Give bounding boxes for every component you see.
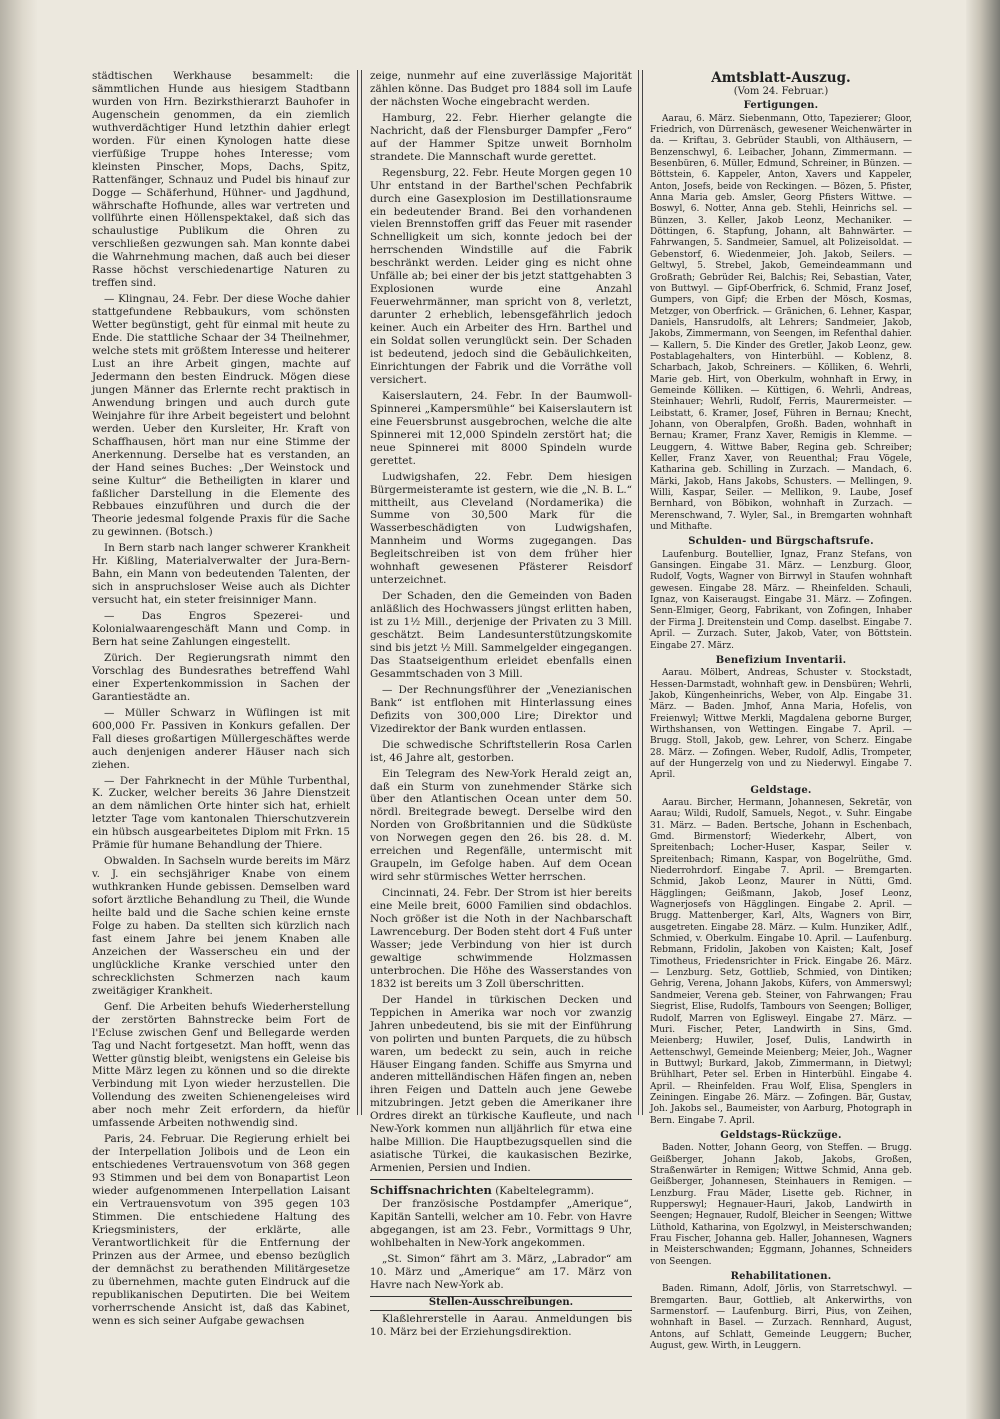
- column-2: [370, 70, 632, 1342]
- shipping-text-1: Der französische Postdampfer „Amerique“, Kapitän Santelli, welcher am 10. Febr. von Havre abgegangen, ist am 23. Febr., Vormittags 9 Uhr, wohlbehalten in New-York angekommen.: [370, 1198, 632, 1249]
- article-paris-cont: zeige, nunmehr auf eine zuverlässige Majorität zählen könne. Das Budget pro 1884 soll im Laufe der nächsten Woche eingebracht werden.: [370, 70, 632, 108]
- article-klingnau: — Klingnau, 24. Febr. Der diese Woche dahier stattgefundene Rebbaukurs, vom schönsten Wetter begünstigt, geht für einmal mit heute zu Ende. Die stattliche Schaar der 34 Theilnehmer, welche stets mit größtem Interesse und heiterer Lust an ihre Arbeit gingen, machte auf Jedermann den besten Eindruck. Mögen diese jungen Männer das Erlernte recht praktisch in Anwendung bringen und auch durch gute Weinjahre für ihre Arbeit begeistert und belohnt werden. Ueber den Kursleiter, Hr. Kraft von Schaffhausen, hört man nur eine Stimme der Anerkennung. Derselbe hat es verstanden, an der Hand seines Buches: „Der Weinstock und seine Kultur“ die Betheiligten in klarer und faßlicher Darstellung in die Elemente des Rebbaues einzuführen und durch die der Theorie jedesmal folgende Praxis für die Sache zu gewinnen. (Botsch.): [92, 293, 350, 539]
- amtsblatt-date: (Vom 24. Februar.): [733, 86, 829, 97]
- shipping-title: Schiffsnachrichten: [370, 1183, 492, 1198]
- shipping-text-2: „St. Simon“ fährt am 3. März, „Labrador“ am 10. März und „Amerique“ am 17. März von Havre nach New-York ab.: [370, 1252, 632, 1291]
- stellen-text: Klaßlehrerstelle in Aarau. Anmeldungen bis 10. März bei der Erziehungsdirektion.: [370, 1312, 632, 1338]
- amtsblatt-title: Amtsblatt-Auszug.: [711, 70, 851, 86]
- article-new-york-herald: Ein Telegram des New-York Herald zeigt an, daß ein Sturm von zunehmender Stärke sich über den Atlantischen Ocean unter dem 50. nördl. Breitegrade bewegt. Derselbe wird den Norden von Großbritannien und die Südküste von Norwegen gegen den 26. bis 28. d. M. erreichen und Regenfälle, untermischt mit Graupeln, im Gefolge haben. Auf dem Ocean wird sehr stürmisches Wetter herrschen.: [370, 767, 632, 884]
- article-bern-engros: — Das Engros Spezerei- und Kolonialwaarengeschäft Mann und Comp. in Bern hat seine Zahlungen eingestellt.: [92, 610, 350, 648]
- article-venezianische-bank: — Der Rechnungsführer der „Venezianischen Bank“ ist entflohen mit Hinterlassung eines Defizits von 300,000 Lire; Direktor und Vizedirektor der Bank wurden entlassen.: [370, 683, 632, 735]
- article-genf: Genf. Die Arbeiten behufs Wiederherstellung der zerstörten Bahnstrecke beim Fort de l'Ecluse zwischen Genf und Bellegarde werden Tag und Nacht fortgesetzt. Man hofft, wenn das Wetter günstig bleibt, wenigstens ein Geleise bis Mitte März legen zu können und so die direkte Verbindung mit Lyon wieder herzustellen. Die Vollendung des zweiten Schienengeleises wird aber noch mehr Zeit erfordern, da hiefür umfassende Arbeiten nothwendig sind.: [92, 1000, 350, 1130]
- shipping-header: [370, 1184, 632, 1198]
- section-text-schulden: Laufenburg. Boutellier, Ignaz, Franz Stefans, von Gansingen. Eingabe 31. März. — Lenzburg. Gloor, Rudolf, Vogts, Wagner von Birrwyl in Staufen wohnhaft gewesen. Eingabe 28. März. — Rheinfelden. Schauli, Ignaz, von Kaiseraugst. Eingabe 31. März. — Zofingen. Senn-Elmiger, Georg, Fabrikant, von Zofingen, Inhaber der Firma J. Dreitenstein und Comp. daselbst. Eingabe 7. April. — Zurzach. Suter, Jakob, Vater, von Böttstein. Eingabe 27. März.: [650, 549, 912, 651]
- article-baden-schaden: Der Schaden, den die Gemeinden von Baden anläßlich des Hochwassers jüngst erlitten haben, ist zu 1½ Mill., derjenige der Privaten zu 3 Mill. geschätzt. Beim Landesunterstützungskomite sind bis jetzt ½ Mill. Sammelgelder eingegangen. Das Staatseigenthum erleidet ebenfalls einen Gesammtschaden von 3 Mill.: [370, 590, 632, 680]
- article-kaiserslautern: Kaiserslautern, 24. Febr. In der Baumwoll-Spinnerei „Kampersmühle“ bei Kaiserslautern ist eine Feuersbrunst ausgebrochen, welche die alte Spinnerei mit 12,000 Spindeln zerstört hat; die neue Spinnerei mit 8000 Spindeln wurde gerettet.: [370, 389, 632, 467]
- article-ludwigshafen: Ludwigshafen, 22. Febr. Dem hiesigen Bürgermeisteramte ist gestern, wie die „N. B. L.“ mittheilt, aus Cleveland (Nordamerika) die Summe von 30,500 Mark für die Wasserbeschädigten von Ludwigshafen, Mannheim und Worms zugegangen. Das Begleitschreiben ist von dem früher hier wohnhaft gewesenen Pfästerer Reisdorf unterzeichnet.: [370, 470, 632, 587]
- section-text-rehabilitationen: Baden. Rimann, Adolf, Jörlis, von Starretschwyl. — Bremgarten. Baur, Gottlieb, alt Ankerwirths, von Sarmenstorf. — Laufenburg. Birri, Pius, von Zeihen, wohnhaft in Basel. — Zurzach. Rennhard, August, Antons, auf Schlatt, Gemeinde Leuggern; Bucher, August, gew. Wirth, in Leuggern.: [650, 1284, 912, 1352]
- section-text-geldstage: Aarau. Bircher, Hermann, Johannesen, Sekretär, von Aarau; Wildi, Rudolf, Samuels, Negot., v. Suhr. Eingabe 31. März. — Baden. Bertsche, Johann in Eschenbach, Gmd. Birmenstorf; Wiederkehr, Albert, von Spreitenbach; Locher-Huser, Kaspar, Seiler v. Spreitenbach; Rimann, Kaspar, von Bogelrüthe, Gmd. Niederrohrdorf. Eingabe 7. April. — Bremgarten. Schmid, Jakob Leonz, Maurer in Nütti, Gmd. Hägglingen; Geißmann, Jakob, Josef Leonz, Wagnerjosefs von Hägglingen. Eingabe 2. April. — Brugg. Mattenberger, Karl, Alts, Wagners von Birr, ausgetreten. Eingabe 28. März. — Kulm. Hunziker, Adlf., Schmied, v. Oberkulm. Eingabe 10. April. — Laufenburg. Rebmann, Fridolin, Jakoben von Kaisten; Kalt, Josef Timotheus, Friedensrichter in Frick. Eingabe 26. März. — Lenzburg. Setz, Gottlieb, Schmied, von Dintiken; Gehrig, Verena, Johann Jakobs, Küfers, von Ammerswyl; Sandmeier, Verena geb. Steiner, von Fahrwangen; Frau Siegrist, Elise, Rudolfs, Tambours von Seengen; Bolliger, Rudolf, Marren von Eglisweyl. Eingabe 27. März. — Muri. Fischer, Peter, Landwirth in Sins, Gmd. Meienberg; Huwiler, Josef, Dulis, Landwirth in Aettenschwyl, Gemeinde Meienberg; Meier, Joh., Wagner in Buttwyl; Burkard, Jakob, Zimmermann, in Dietwyl; Brühlhart, Peter sel. Erben in Hinterbühl. Eingabe 4. April. — Rheinfelden. Frau Wolf, Elisa, Spenglers in Zeiningen. Eingabe 26. März. — Zofingen. Bär, Gustav, Joh. Jakobs sel., Baumeister, von Aarburg, Photograph in Bern. Eingabe 7. April.: [650, 797, 912, 1126]
- column-3-amtsblatt: [650, 70, 912, 1355]
- shipping-subtitle: (Kabeltelegramm).: [495, 1185, 595, 1198]
- article-cincinnati: Cincinnati, 24. Febr. Der Strom ist hier bereits eine Meile breit, 6000 Familien sind obdachlos. Noch größer ist die Noth in der Nachbarschaft Lawrenceburg. Der Boden steht dort 4 Fuß unter Wasser; jede Verbindung von hier ist durch gewaltige schwimmende Holzmassen unterbrochen. Die Höhe des Wasserstandes von 1832 ist bereits um 3 Zoll überschritten.: [370, 887, 632, 990]
- section-text-fertigungen: Aarau, 6. März. Siebenmann, Otto, Tapezierer; Gloor, Friedrich, von Dürrenäsch, gewesener Weichenwärter in da. — Kriftau, 3. Gebrüder Staubli, von Althäusern, — Benzenschwyl, 6. Leibacher, Johann, Zimmermann. — Besenbüren, 6. Müller, Edmund, Schreiner, in Bünzen. — Böttstein, 6. Kappeler, Anton, Xavers und Kappeler, Anton, Josefs, beide von Reckingen. — Bözen, 5. Pfister, Anna Maria geb. Amsler, Georg Pfisters Wittwe. — Boswyl, 6. Notter, Anna geb. Stehli, Heinrichs sel. — Bünzen, 3. Keller, Jakob Leonz, Mechaniker. — Döttingen, 6. Stapfung, Johann, alt Bahnwärter. — Fahrwangen, 5. Sandmeier, Samuel, alt Polizeisoldat. — Gebenstorf, 6. Wiedenmeier, Joh. Jakob, Seilers. — Geltwyl, 5. Strebel, Jakob, Gemeindeammann und Großrath; Gebrüder Rei, Balchis; Rei, Sebastian, Vater, von Buttwyl. — Gipf-Oberfrick, 6. Schmid, Franz Josef, Gumpers, von Gipf; die Erben der Mösch, Kosmas, Metzger, von Oberfrick. — Gränichen, 6. Lehner, Kaspar, Daniels, Hansrudolfs, alt Lehrers; Sandmeier, Jakob, Jakobs, Zimmermann, von Seengen, im Refenthal dahier. — Kallern, 5. Die Kinder des Gretler, Jakob Leonz, gew. Postablagehalters, von Hinterbühl. — Koblenz, 8. Scharbach, Jakob, Schreiners. — Kölliken, 6. Wehrli, Marie geb. Hirt, von Oberkulm, wohnhaft in Erwy, in Gemeinde Kölliken. — Küttigen, 6. Wehrli, Andreas, Steinhauer; Wehrli, Rudolf, Ferris, Maurermeister. — Leibstatt, 6. Kramer, Josef, Führen in Bernau; Knecht, Johann, von Oberalpfen, Großh. Baden, wohnhaft in Bernau; Kramer, Franz Xaver, Remigis in Klemme. — Leuggern, 4. Wittwe Baber, Regina geb. Schreiber; Keller, Franz Xaver, von Reuenthal; Frau Vögele, Katharina geb. Schilling in Zurzach. — Mandach, 6. Märki, Jakob, Hans Jakobs, Schusters. — Mellingen, 9. Willi, Kaspar, Seiler. — Mellikon, 9. Laube, Josef Bernhard, von Böbikon, wohnhaft in Zurzach. — Merenschwand, 7. Wyler, Sal., in Bremgarten wohnhaft und Mithafte.: [650, 113, 912, 533]
- article-bern: In Bern starb nach langer schwerer Krankheit Hr. Kißling, Materialverwalter der Jura-Bern-Bahn, ein Mann von bedeutenden Talenten, der sich in anspruchsloser Weise auch als Dichter versucht hat, ein steter freisinniger Mann.: [92, 542, 350, 607]
- section-title-fertigungen: Fertigungen.: [743, 100, 819, 112]
- article-zuerich: Zürich. Der Regierungsrath nimmt den Vorschlag des Bundesrathes betreffend Wahl einer Expertenkommission in Sachen der Garantiestädte an.: [92, 651, 350, 703]
- article-regensburg: Regensburg, 22. Febr. Heute Morgen gegen 10 Uhr entstand in der Barthel'schen Pechfabrik durch eine Gasexplosion im Destillationsraume ein bedeutender Brand. Bei den vorhandenen vielen Brennstoffen griff das Feuer mit rasender Schnelligkeit um sich, konnte jedoch bei der herrschenden Windstille auf die Fabrik beschränkt werden. Leider ging es nicht ohne Unfälle ab; bei einer der bis jetzt stattgehabten 3 Explosionen wurde eine Anzahl Feuerwehrmänner, man spricht von 8, verletzt, darunter 2 erheblich, lebensgefährlich jedoch keiner. Auch ein Arbeiter des Hrn. Barthel und ein Soldat sollen verunglückt sein. Der Schaden ist bedeutend, jedoch sind die Gebäulichkeiten, Einrichtungen der Fabrik und die Vorräthe voll versichert.: [370, 166, 632, 386]
- scan-edge-right: [966, 0, 1000, 1419]
- article-obwalden: Obwalden. In Sachseln wurde bereits im März v. J. ein sechsjähriger Knabe von einem wuthkranken Hunde gebissen. Demselben ward sofort ärztliche Behandlung zu Theil, die Wunde heilte bald und die Sache schien keine ernste Folge zu haben. Da stellten sich kürzlich nach fast einem Jahre bei jenem Knaben alle Anzeichen der Wasserscheu ein und der unglückliche Kranke verschied unter den schrecklichsten Schmerzen nach kaum zweitägiger Krankheit.: [92, 855, 350, 997]
- column-1: [92, 70, 350, 1331]
- section-text-rueckzuege: Baden. Notter, Johann Georg, von Steffen. — Brugg. Geißberger, Johann Jakob, Jakobs, Großen, Straßenwärter in Remigen; Wittwe Schmid, Anna geb. Geißberger, Johannesen, Steinhauers in Remigen. — Lenzburg. Frau Mäder, Lisette geb. Richner, in Rupperswyl; Hegnauer-Hauri, Jakob, Landwirth in Seengen; Hegnauer, Rudolf, Bleicher in Seengen; Wittwe Lüthold, Katharina, von Egolzwyl, in Meisterschwanden; Frau Fischer, Johanna geb. Haller, Johannesen, Wagners in Meisterschwanden; Eggmann, Johannes, Schneiders von Seengen.: [650, 1143, 912, 1267]
- column-rule-2: [638, 70, 643, 1115]
- scan-edge-left: [0, 0, 38, 1419]
- section-title-schulden: Schulden- und Bürgschaftsrufe.: [688, 536, 874, 548]
- article-fahrknecht: — Der Fahrknecht in der Mühle Turbenthal, K. Zucker, welcher bereits 36 Jahre Dienstzeit an dem nämlichen Orte hinter sich hat, erhielt letzter Tage vom kantonalen Thierschutzverein ein hübsch ausgearbeitetes Diplom mit Frkn. 15 Prämie für humane Behandlung der Thiere.: [92, 774, 350, 852]
- section-title-benefizium: Benefizium Inventarii.: [715, 654, 847, 666]
- article-hunde: städtischen Werkhause besammelt: die sämmtlichen Hunde aus hiesigem Stadtbann wurden von Hrn. Bezirksthierarzt Bauhofer in Augenschein genommen, da ein ziemlich wuthverdächtiger Hund letzthin dahier erlegt worden. Für einen Kynologen hatte diese vierfüßige Truppe hohes Interesse; vom kleinsten Pinscher, Mops, Dachs, Spitz, Rattenfänger, Schnauz und Pudel bis hinauf zur Dogge — Schäferhund, Hühner- und Jagdhund, währschafte Hofhunde, alles war vertreten und vollführte einen Höllenspektakel, daß sich das schaulustige Publikum die Ohren zu verschließen gezwungen sah. Man konnte dabei die Wahrnehmung machen, daß auch bei dieser Rasse höchst verschiedenartige Naturen zu treffen sind.: [92, 70, 350, 290]
- article-mueller-schwarz: — Müller Schwarz in Wüflingen ist mit 600,000 Fr. Passiven in Konkurs gefallen. Der Fall dieses großartigen Müllergeschäftes werde auch denjenigen anderer Häuser nach sich ziehen.: [92, 706, 350, 771]
- divider: [370, 1179, 632, 1180]
- section-title-rehabilitationen: Rehabilitationen.: [730, 1271, 832, 1283]
- column-rule-1: [357, 70, 362, 1115]
- article-paris: Paris, 24. Februar. Die Regierung erhielt bei der Interpellation Jolibois und de Leon ein entschiedenes Vertrauensvotum von 368 gegen 93 Stimmen und bei dem von Bonapartist Leon wieder aufgenommenen Interpellation Laisant ein Vertrauensvotum von 395 gegen 103 Stimmen. Die entschiedene Haltung des Kriegsministers, der erklärte, alle Verantwortlichkeit für die Entfernung der Prinzen aus der Armee, und ebenso bezüglich der demnächst zu berathenden Militärgesetze zu übernehmen, machte guten Eindruck auf die republikanischen Deputirten. Die bei Weitem vorherrschende Ansicht ist, daß das Kabinet, wenn es sich seiner Aufgabe gewachsen: [92, 1133, 350, 1327]
- stellen-title: Stellen-Ausschreibungen.: [370, 1296, 632, 1311]
- section-text-benefizium: Aarau. Mölbert, Andreas, Schuster v. Stockstadt, Hessen-Darmstadt, wohnhaft gew. in Densbüren; Wehrli, Jakob, Küngenheinrichs, Weber, von Alp. Eingabe 31. März. — Baden. Jmhof, Anna Maria, Hofelis, von Freienwyl; Wittwe Merkli, Magdalena geborne Burger, Wirthshansen, von Wettingen. Eingabe 7. April. — Brugg. Stoll, Jakob, gew. Lehrer, von Scherz. Eingabe 28. März. — Zofingen. Weber, Rudolf, Adlis, Trompeter, auf der Hungerzelg von und zu Niederwyl. Eingabe 7. April.: [650, 668, 912, 781]
- article-hamburg: Hamburg, 22. Febr. Hierher gelangte die Nachricht, daß der Flensburger Dampfer „Fero“ auf der Hammer Spitze unweit Bornholm strandete. Die Mannschaft wurde gerettet.: [370, 111, 632, 163]
- section-title-geldstage: Geldstage.: [750, 784, 812, 796]
- section-title-rueckzuege: Geldstags-Rückzüge.: [720, 1129, 842, 1141]
- article-rosa-carlen: Die schwedische Schriftstellerin Rosa Carlen ist, 46 Jahre alt, gestorben.: [370, 738, 632, 764]
- article-teppiche: Der Handel in türkischen Decken und Teppichen in Amerika war noch vor zwanzig Jahren unbedeutend, bis sie mit der Einführung von polirten und bunten Parquets, die zu hübsch waren, um bedeckt zu sein, auch in reiche Häuser Eingang fanden. Schiffe aus Smyrna und anderen mittelländischen Häfen fingen an, neben ihren Feigen und Datteln auch jene Gewebe mitzubringen. Jetzt geben die Amerikaner ihre Ordres direkt an türkische Kaufleute, und nach New-York kommen nun alljährlich für etwa eine halbe Million. Die Hauptbezugsquellen sind die asiatische Türkei, die kaukasischen Bezirke, Armenien, Persien und Indien.: [370, 993, 632, 1175]
